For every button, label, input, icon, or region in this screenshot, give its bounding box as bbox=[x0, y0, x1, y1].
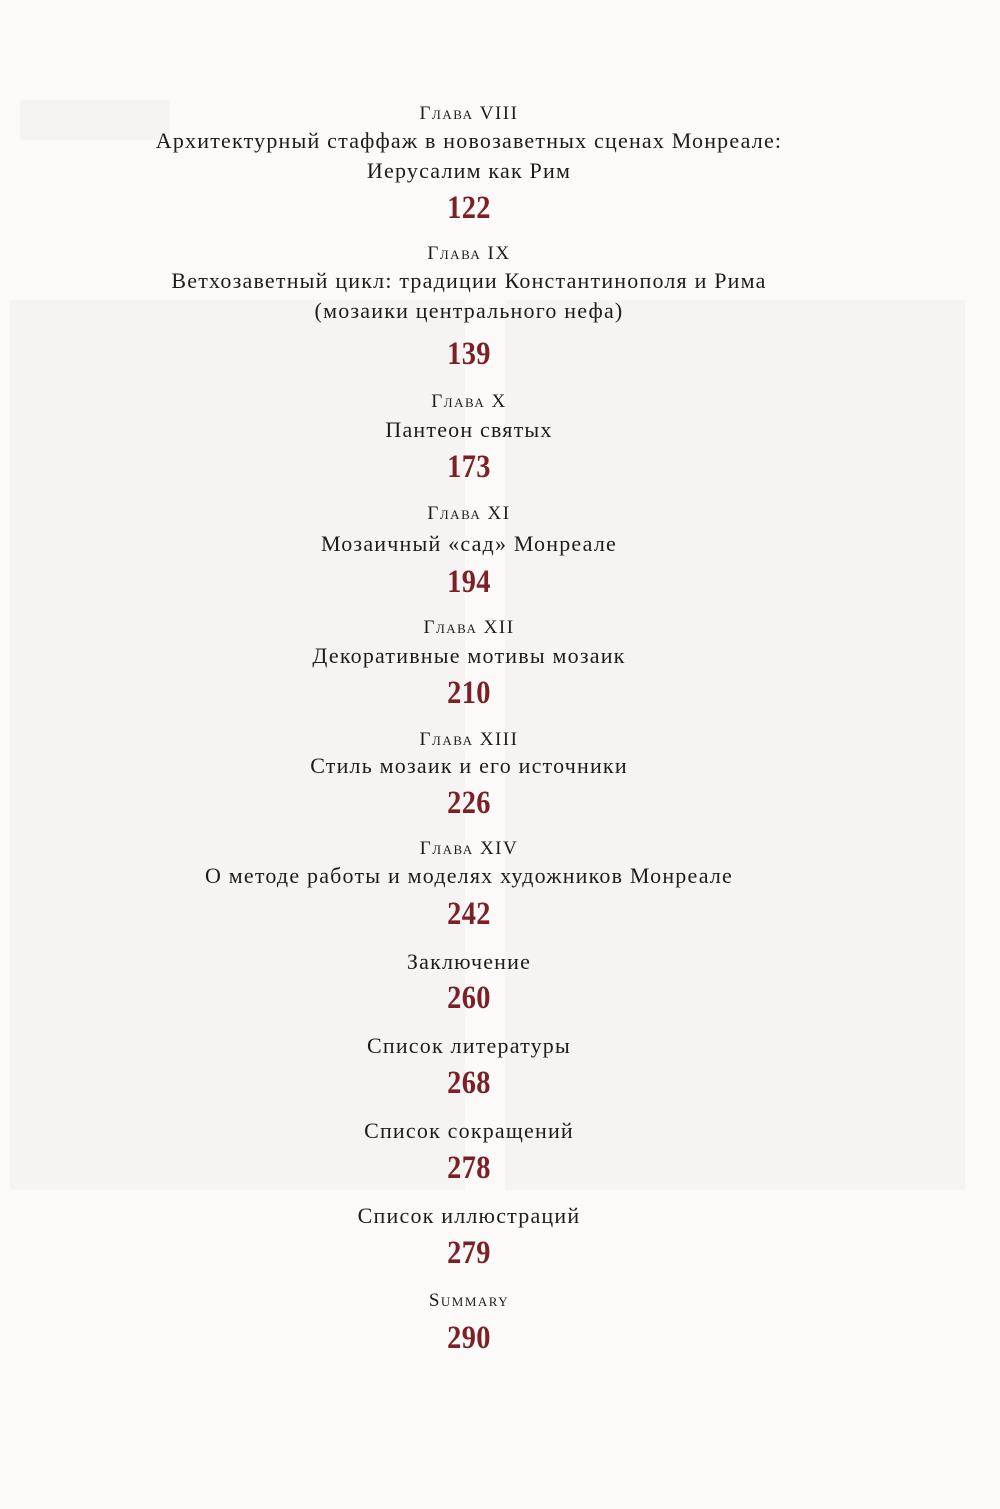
chapter-13-page-number: 226 bbox=[447, 785, 491, 821]
chapter-12-title: Декоративные мотивы мозаик bbox=[312, 643, 626, 668]
chapter-8-label: Глава VIII bbox=[419, 103, 519, 124]
abbreviations-page-number: 278 bbox=[447, 1150, 491, 1186]
chapter-11-page-number: 194 bbox=[447, 564, 491, 600]
conclusion-page-number: 260 bbox=[447, 980, 491, 1016]
bibliography-page-number: 268 bbox=[447, 1065, 491, 1101]
summary-page-number: 290 bbox=[447, 1320, 491, 1356]
chapter-13-title: Стиль мозаик и его источники bbox=[310, 753, 628, 778]
abbreviations-title: Список сокращений bbox=[364, 1118, 574, 1143]
conclusion-title: Заключение bbox=[406, 949, 532, 974]
illustrations-title: Список иллюстраций bbox=[357, 1203, 581, 1228]
chapter-14-label: Глава XIV bbox=[419, 838, 519, 859]
bibliography-title: Список литературы bbox=[366, 1033, 571, 1058]
chapter-9-label: Глава IX bbox=[427, 243, 511, 264]
chapter-10-page-number: 173 bbox=[447, 449, 491, 485]
chapter-12-page-number: 210 bbox=[447, 675, 491, 711]
chapter-10-title: Пантеон святых bbox=[385, 417, 553, 442]
chapter-14-page-number: 242 bbox=[447, 896, 491, 932]
illustrations-page-number: 279 bbox=[447, 1235, 491, 1271]
chapter-14-title: О методе работы и моделях художников Монреале bbox=[204, 863, 734, 888]
chapter-11-title: Мозаичный «сад» Монреале bbox=[321, 531, 617, 556]
chapter-10-label: Глава X bbox=[431, 391, 507, 412]
chapter-8-title-line-1: Архитектурный стаффаж в новозаветных сценах Монреале: bbox=[155, 128, 783, 153]
chapter-8-page-number: 122 bbox=[447, 190, 491, 226]
chapter-12-label: Глава XII bbox=[423, 617, 515, 638]
chapter-13-label: Глава XIII bbox=[419, 729, 519, 750]
summary-label: Summary bbox=[428, 1290, 510, 1311]
chapter-9-title-line-1: Ветхозаветный цикл: традиции Константинополя и Рима bbox=[171, 268, 767, 293]
chapter-8-title-line-2: Иерусалим как Рим bbox=[366, 158, 572, 183]
chapter-11-label: Глава XI bbox=[427, 503, 511, 524]
chapter-9-title-line-2: (мозаики центрального нефа) bbox=[314, 298, 624, 323]
chapter-9-page-number: 139 bbox=[447, 336, 491, 372]
